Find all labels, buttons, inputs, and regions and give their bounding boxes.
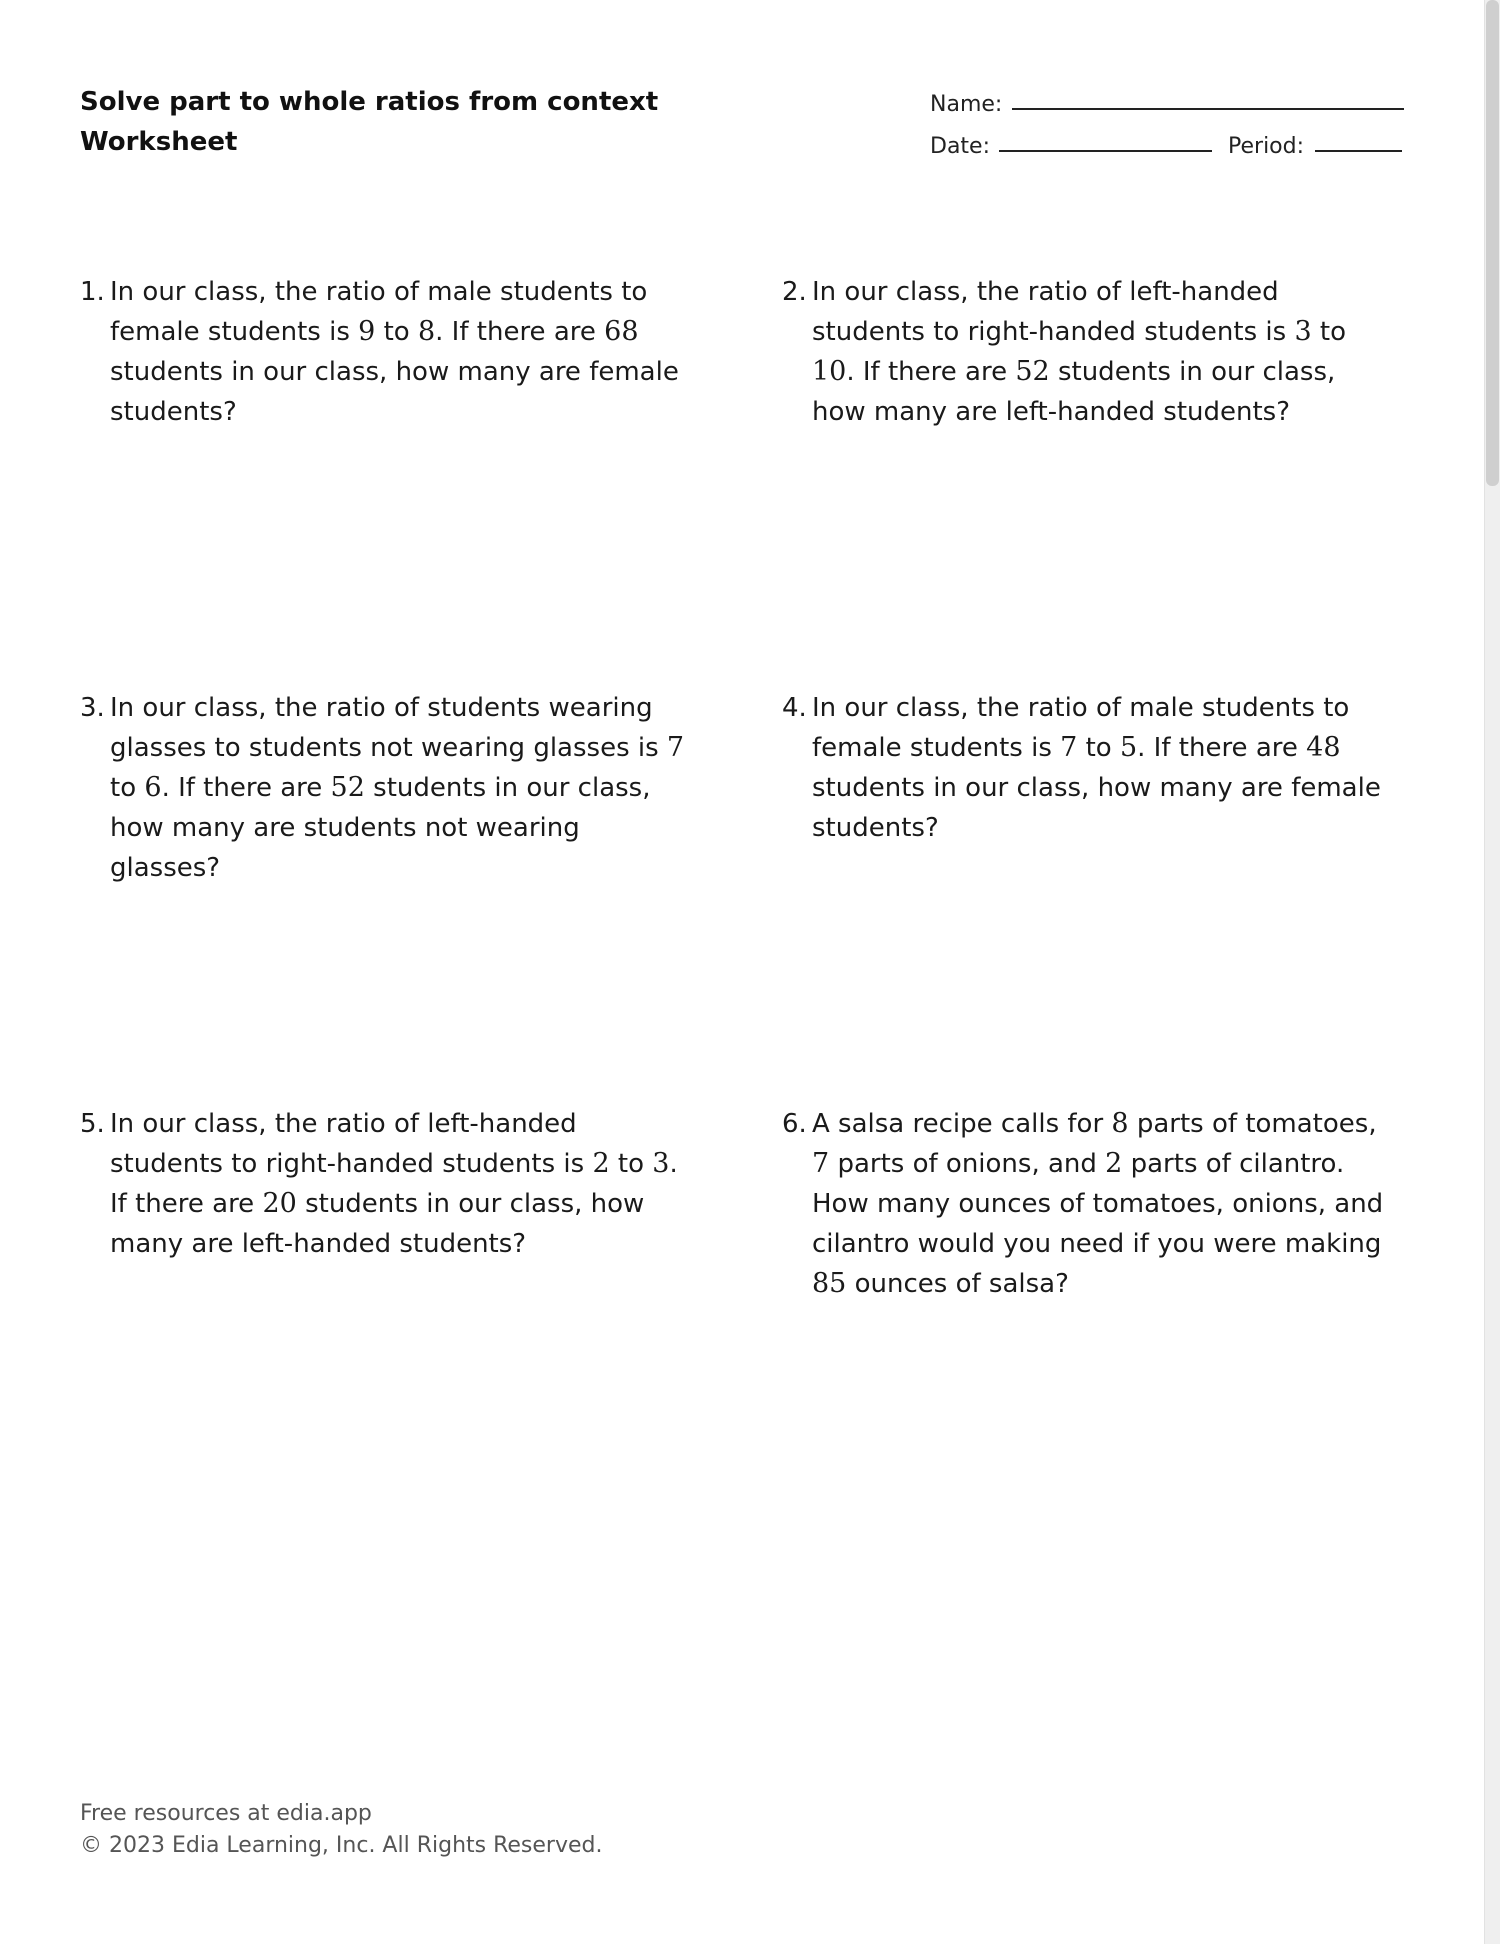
title-line-1: Solve part to whole ratios from context <box>80 87 659 117</box>
problem-text-segment: In our class, the ratio of students wearing glasses to students not wearing glasses is <box>110 693 667 763</box>
footer-resources-link[interactable]: Free resources at edia.app <box>80 1801 372 1826</box>
problem-text-segment: In our class, the ratio of left-handed students to right-handed students is <box>812 277 1295 347</box>
problem-text-segment: In our class, the ratio of male students to female students is <box>110 277 648 347</box>
problem-3 <box>80 688 690 888</box>
title-line-2: Worksheet <box>80 127 238 157</box>
problem-text-segment: . If there are <box>846 357 1016 387</box>
problem-number: 4. <box>782 693 807 723</box>
problem-text-segment: . If there are <box>1137 733 1307 763</box>
problem-text-segment: to <box>110 773 145 803</box>
name-blank-line <box>1012 108 1404 110</box>
problem-number: 3. <box>80 693 105 723</box>
math-number: 68 <box>604 316 639 347</box>
problem-text-segment: parts of tomatoes, <box>1128 1109 1377 1139</box>
date-blank-line <box>999 150 1212 152</box>
problem-text-segment: . If there are <box>161 773 331 803</box>
math-number: 2 <box>592 1148 610 1179</box>
math-number: 52 <box>1015 356 1050 387</box>
period-label: Period: <box>1228 134 1305 159</box>
problem-text <box>110 1104 690 1264</box>
period-blank-line <box>1315 150 1402 152</box>
problem-text-segment: A salsa recipe calls for <box>812 1109 1112 1139</box>
problem-text-segment: students in our class, how many are female students? <box>110 357 679 427</box>
worksheet-title <box>80 82 658 162</box>
problem-2 <box>782 272 1392 432</box>
problem-text-segment: parts of onions, and <box>829 1149 1106 1179</box>
math-number: 48 <box>1306 732 1341 763</box>
problem-text-segment: In our class, the ratio of left-handed students to right-handed students is <box>110 1109 593 1179</box>
problem-text <box>812 1104 1392 1304</box>
date-label: Date: <box>930 134 990 159</box>
problem-number: 2. <box>782 277 807 307</box>
math-number: 6 <box>144 772 162 803</box>
problem-text <box>110 272 690 432</box>
math-number: 3 <box>652 1148 670 1179</box>
math-number: 3 <box>1294 316 1312 347</box>
problem-text-segment: students in our class, how many are left-handed students? <box>812 357 1336 427</box>
problem-text-segment: In our class, the ratio of male students to female students is <box>812 693 1350 763</box>
problem-number: 1. <box>80 277 105 307</box>
math-number: 10 <box>812 356 847 387</box>
footer <box>80 1798 602 1862</box>
math-number: 9 <box>358 316 376 347</box>
problem-text-segment: ounces of salsa? <box>846 1269 1069 1299</box>
problem-text-segment: students in our class, how many are left-handed students? <box>110 1189 645 1259</box>
math-number: 2 <box>1105 1148 1123 1179</box>
problem-text-segment: to <box>1311 317 1346 347</box>
problem-text <box>812 272 1392 432</box>
problem-4 <box>782 688 1392 848</box>
problem-text-segment: . If there are <box>110 1149 678 1219</box>
problem-text-segment: to <box>609 1149 653 1179</box>
math-number: 20 <box>262 1188 297 1219</box>
vertical-scrollbar[interactable] <box>1484 0 1500 1944</box>
problem-text <box>812 688 1392 848</box>
problem-1 <box>80 272 690 432</box>
name-label: Name: <box>930 92 1003 117</box>
problem-text <box>110 688 690 888</box>
math-number: 7 <box>1060 732 1078 763</box>
problem-5 <box>80 1104 690 1264</box>
problem-6 <box>782 1104 1392 1304</box>
problem-number: 6. <box>782 1109 807 1139</box>
problem-text-segment: students in our class, how many are female students? <box>812 773 1381 843</box>
scrollbar-thumb[interactable] <box>1486 0 1499 486</box>
math-number: 8 <box>1111 1108 1129 1139</box>
problem-text-segment: students in our class, how many are students not wearing glasses? <box>110 773 651 883</box>
problem-number: 5. <box>80 1109 105 1139</box>
math-number: 7 <box>812 1148 830 1179</box>
problem-text-segment: . If there are <box>435 317 605 347</box>
footer-copyright: © 2023 Edia Learning, Inc. All Rights Reserved. <box>80 1833 603 1858</box>
problem-text-segment: parts of cilantro. How many ounces of tomatoes, onions, and cilantro would you need if you were making <box>812 1149 1384 1259</box>
math-number: 8 <box>417 316 436 347</box>
math-number: 52 <box>330 772 365 803</box>
problem-text-segment: to <box>375 317 418 347</box>
math-number: 5 <box>1119 732 1138 763</box>
problem-text-segment: to <box>1077 733 1120 763</box>
math-number: 7 <box>666 732 685 763</box>
math-number: 85 <box>812 1268 847 1299</box>
